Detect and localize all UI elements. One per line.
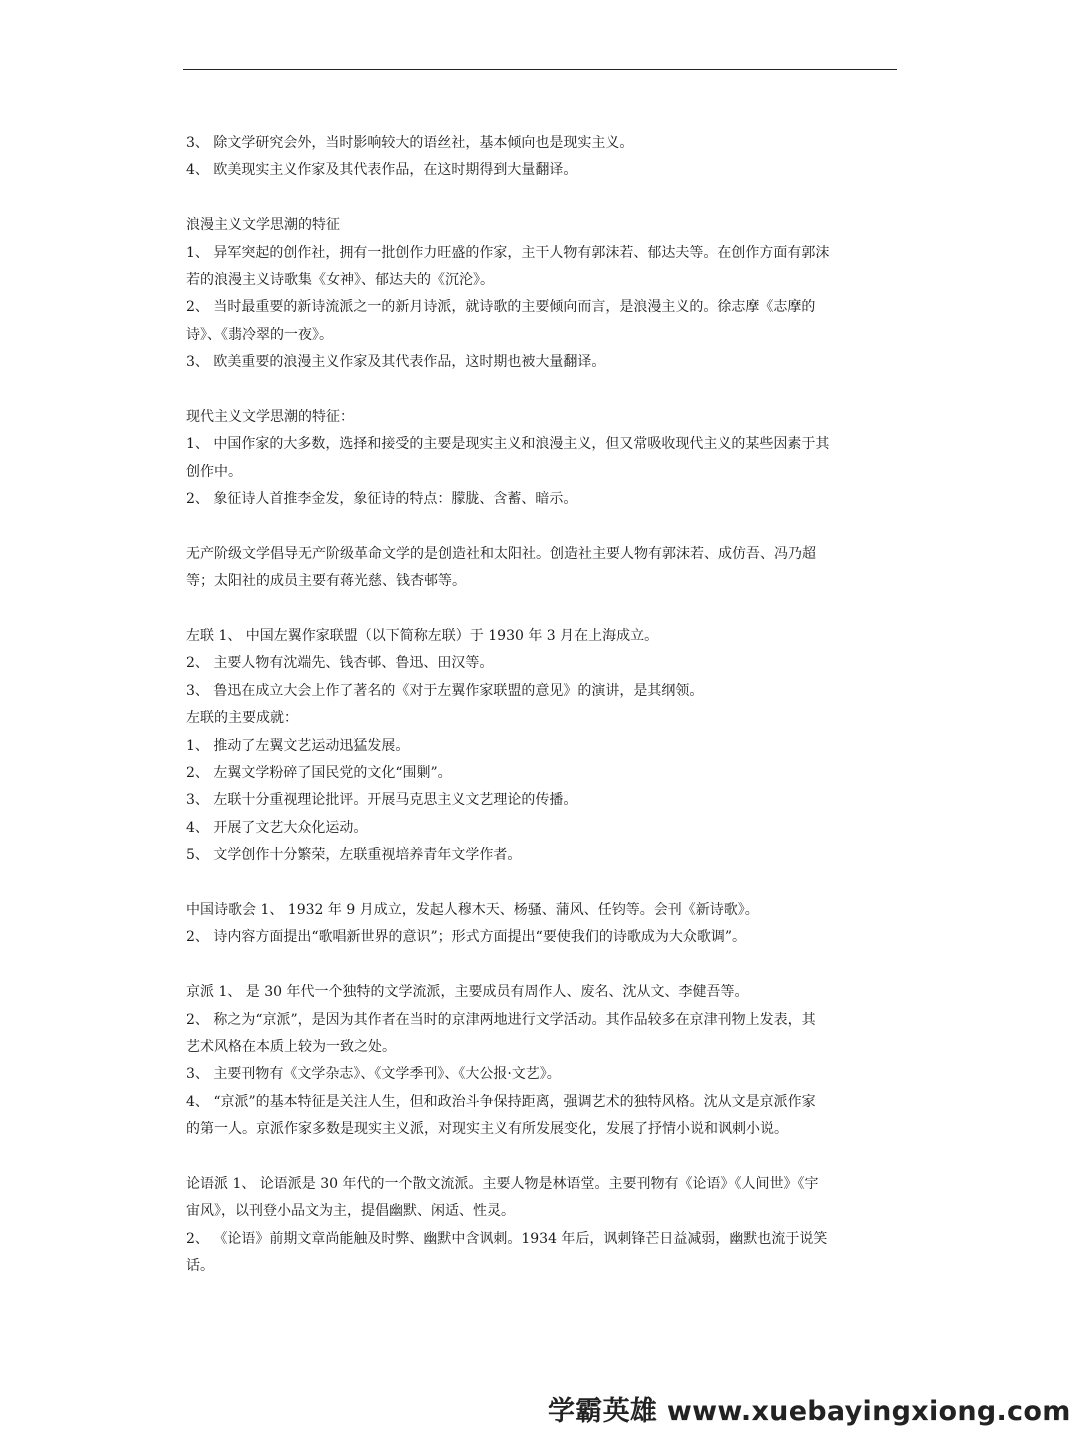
text-line: 4、 欧美现实主义作家及其代表作品，在这时期得到大量翻译。: [186, 162, 578, 179]
text-line: 话。: [186, 1258, 214, 1275]
paragraph-gap: [186, 185, 898, 212]
text-line: 诗》、《翡冷翠的一夜》。: [186, 326, 333, 343]
text-line: 论语派 1、 论语派是 30 年代的一个散文流派。主要人物是林语堂。主要刊物有《论语》《人间世》《宇: [186, 1175, 819, 1192]
text-line: 1、 推动了左翼文艺运动迅猛发展。: [186, 737, 410, 754]
text-line: 宙风》，以刊登小品文为主，提倡幽默、闲适、性灵。: [186, 1203, 515, 1220]
text-line: 2、 当时最重要的新诗流派之一的新月诗派，就诗歌的主要倾向而言，是浪漫主义的。徐志摩《志摩的: [186, 299, 816, 316]
text-line: 4、 开展了文艺大众化运动。: [186, 819, 368, 836]
paragraph-gap: [186, 377, 898, 404]
text-line: 京派 1、 是 30 年代一个独特的文学流派，主要成员有周作人、废名、沈从文、李健吾等。: [186, 984, 749, 1001]
paragraph-gap: [186, 513, 898, 540]
text-line: 艺术风格在本质上较为一致之处。: [186, 1038, 396, 1055]
paragraph-gap: [186, 870, 898, 897]
text-line: 3、 鲁迅在成立大会上作了著名的《对于左翼作家联盟的意见》的演讲，是其纲领。: [186, 682, 704, 699]
text-line: 等；太阳社的成员主要有蒋光慈、钱杏邨等。: [186, 573, 466, 590]
text-line: 5、 文学创作十分繁荣，左联重视培养青年文学作者。: [186, 847, 522, 864]
paragraph-gap: [186, 1143, 898, 1170]
document-body: [186, 130, 898, 1280]
text-line: 3、 左联十分重视理论批评。开展马克思主义文艺理论的传播。: [186, 792, 578, 809]
text-line: 2、 象征诗人首推李金发，象征诗的特点：朦胧、含蓄、暗示。: [186, 491, 578, 508]
text-line: 无产阶级文学倡导无产阶级革命文学的是创造社和太阳社。创造社主要人物有郭沫若、成仿吾、冯乃超: [186, 545, 816, 562]
text-line: 若的浪漫主义诗歌集《女神》、郁达夫的《沉沦》。: [186, 271, 494, 288]
text-line: 2、 诗内容方面提出“歌唱新世界的意识”；形式方面提出“要使我们的诗歌成为大众歌调”。: [186, 929, 746, 946]
text-line: 的第一人。京派作家多数是现实主义派，对现实主义有所发展变化，发展了抒情小说和讽刺小说。: [186, 1121, 788, 1138]
text-line: 创作中。: [186, 463, 242, 480]
text-line: 现代主义文学思潮的特征：: [186, 408, 354, 425]
text-line: 2、 左翼文学粉碎了国民党的文化“围剿”。: [186, 764, 452, 781]
text-line: 左联 1、 中国左翼作家联盟（以下简称左联）于 1930 年 3 月在上海成立。: [186, 628, 659, 645]
text-line: 3、 主要刊物有《文学杂志》、《文学季刊》、《大公报·文艺》。: [186, 1066, 561, 1083]
text-line: 3、 欧美重要的浪漫主义作家及其代表作品，这时期也被大量翻译。: [186, 354, 606, 371]
text-line: 2、 《论语》前期文章尚能触及时弊、幽默中含讽刺。1934 年后，讽刺锋芒日益减弱，幽默也流于说笑: [186, 1230, 828, 1247]
text-line: 左联的主要成就：: [186, 710, 298, 727]
text-line: 3、 除文学研究会外，当时影响较大的语丝社，基本倾向也是现实主义。: [186, 135, 634, 151]
text-line: 浪漫主义文学思潮的特征: [186, 217, 340, 234]
text-line: 2、 称之为“京派”，是因为其作者在当时的京津两地进行文学活动。其作品较多在京津刊物上发表，其: [186, 1011, 816, 1028]
text-line: 2、 主要人物有沈端先、钱杏邨、鲁迅、田汉等。: [186, 655, 494, 672]
paragraph-gap: [186, 596, 898, 623]
text-line: 1、 中国作家的大多数，选择和接受的主要是现实主义和浪漫主义，但又常吸收现代主义的某些因素于其: [186, 436, 830, 453]
site-watermark: 学霸英雄 www.xuebayingxiong.com: [548, 1396, 1071, 1427]
paragraph-gap: [186, 952, 898, 979]
text-line: 4、 “京派”的基本特征是关注人生，但和政治斗争保持距离，强调艺术的独特风格。沈从文是京派作家: [186, 1093, 816, 1110]
text-line: 中国诗歌会 1、 1932 年 9 月成立，发起人穆木天、杨骚、蒲风、任钧等。会刊《新诗歌》。: [186, 901, 759, 918]
header-rule: [183, 69, 897, 70]
text-line: 1、 异军突起的创作社，拥有一批创作力旺盛的作家，主干人物有郭沫若、郁达夫等。在创作方面有郭沫: [186, 244, 830, 261]
